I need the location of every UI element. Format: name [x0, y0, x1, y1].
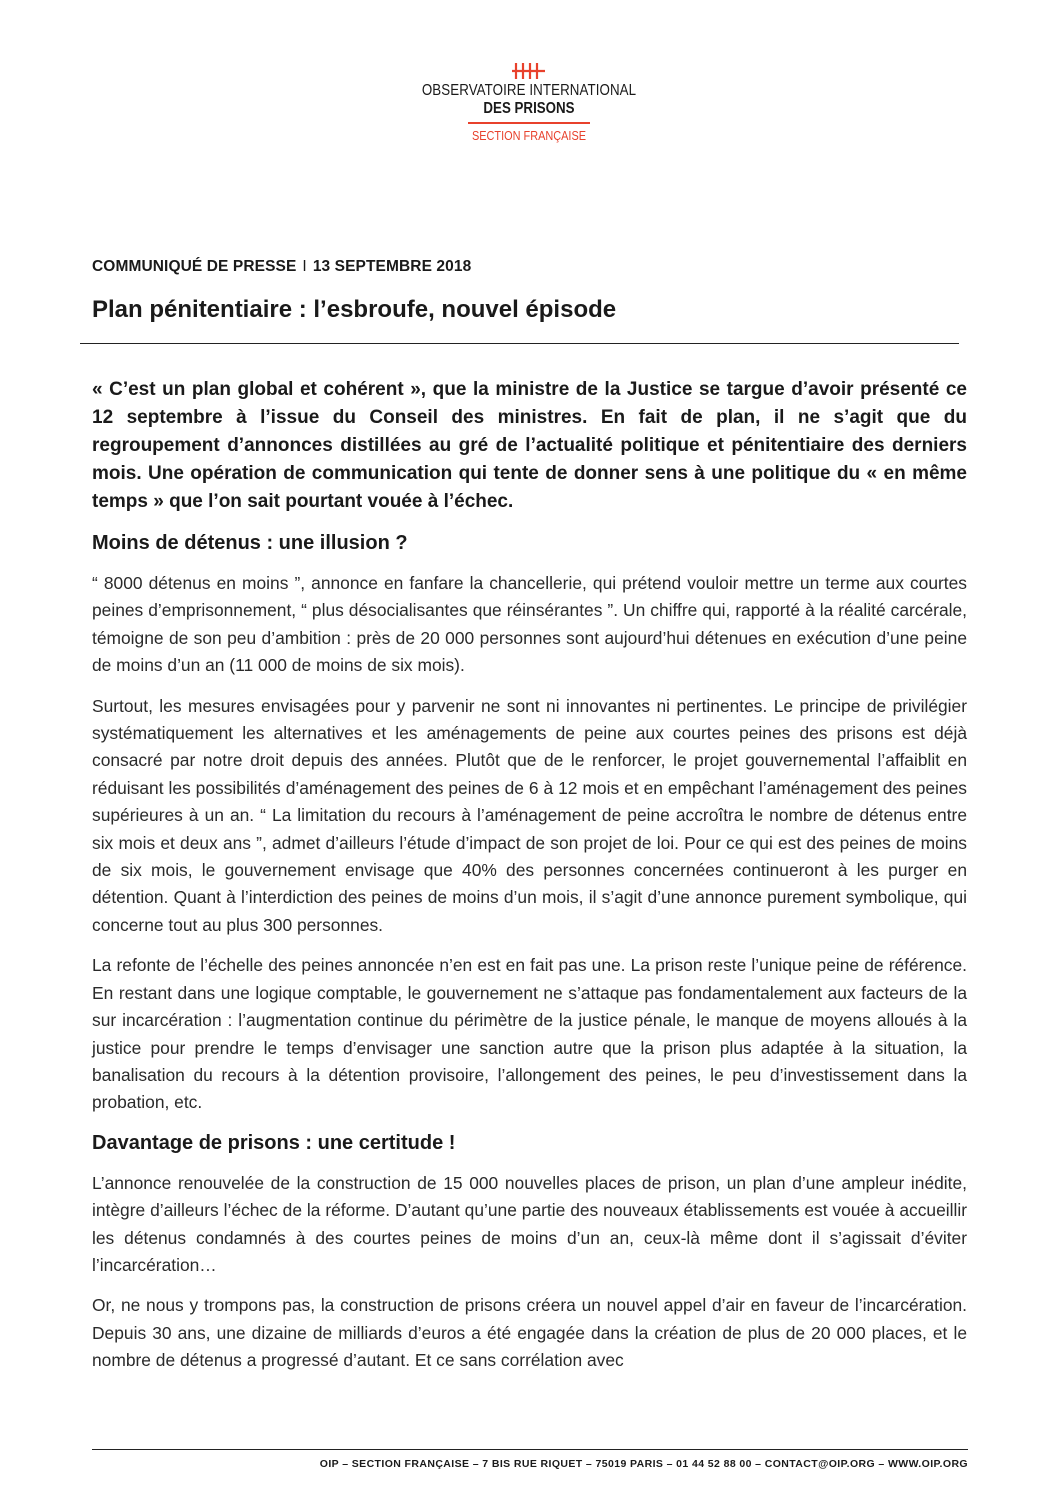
paragraph: Or, ne nous y trompons pas, la construction de prisons créera un nouvel appel d’air en faveur de l’incarcération. Depuis 30 ans, une dizaine de milliards d’euros a été engagée dans la création de plus de 20 000 places, et le nombre de détenus a progressé d’autant. Et ce sans corrélation avec — [92, 1295, 967, 1371]
press-release-kicker — [92, 258, 471, 276]
logo-name-line1: OBSERVATOIRE INTERNATIONAL — [421, 82, 637, 99]
section-heading-2: Davantage de prisons : une certitude ! — [92, 1131, 456, 1154]
paragraph: L’annonce renouvelée de la construction de 15 000 nouvelles places de prison, un plan d’une ampleur inédite, intègre d’ailleurs l’échec de la réforme. D’autant qu’une partie des nouveaux établissements est vouée à accueillir les détenus condamnés à des courtes peines de moins d’un an, ceux-là même dont il s’agissait d’éviter l’incarcération… — [92, 1172, 967, 1275]
oip-logo — [0, 62, 1058, 144]
paragraph: Surtout, les mesures envisagées pour y parvenir ne sont ni innovantes ni pertinentes. Le principe de privilégier systématiquement les alternatives et les aménagements de peine aux courtes peines des prisons est déjà consacré par notre droit depuis des années. Plutôt que de le renforcer, le projet gouvernemental l’affaiblit en réduisant les possibilités d’aménagement des peines de 6 à 12 mois et en empêchant l’aménagement des peines supérieures à un an. “ La limitation du recours à l’aménagement de peine accroîtra le nombre de détenus entre six mois et deux ans ”, admet d’ailleurs l’étude d’impact de son projet de loi. Pour ce qui est des peines de moins de six mois, le gouvernement envisage que 40% des personnes concernées continueront à les purger en détention. Quant à l’interdiction des peines de moins d’un mois, il s’agit d’une annonce purement symbolique, qui concerne tout au plus 300 personnes. — [92, 695, 967, 935]
section-heading-1: Moins de détenus : une illusion ? — [92, 532, 408, 554]
lead-paragraph: « C’est un plan global et cohérent », que la ministre de la Justice se targue d’avoir présenté ce 12 septembre à l’issue du Conseil des ministres. En fait de plan, il ne s’agit que du regroupement d’annonces distillées au gré de l’actualité politique et pénitentiaire des derniers mois. Une opération de communication qui tente de donner sens à une politique du « en même temps » que l’on sait pourtant vouée à l’échec. — [92, 379, 967, 512]
footer-divider — [92, 1449, 968, 1450]
paragraph: La refonte de l’échelle des peines annoncée n’en est en fait pas une. La prison reste l’unique peine de référence. En restant dans une logique comptable, le gouvernement ne s’attaque pas fondamentalement aux facteurs de la sur incarcération : l’augmentation continue du périmètre de la justice pénale, le manque de moyens alloués à la justice pour prendre le temps d’envisager une sanction autre que la prison plus adaptée à la situation, la banalisation du recours à la détention provisoire, l’allongement des peines, le peu d’investissement dans la probation, etc. — [92, 955, 967, 1113]
article-body — [92, 376, 967, 1388]
logo-divider — [468, 122, 590, 124]
kicker-label: COMMUNIQUÉ DE PRESSE — [92, 258, 297, 275]
paragraph: “ 8000 détenus en moins ”, annonce en fanfare la chancellerie, qui prétend vouloir mettre un terme aux courtes peines d’emprisonnement, “ plus désocialisantes que réinsérantes ”. Un chiffre qui, rapporté à la réalité carcérale, témoigne de son peu d’ambition : près de 20 000 personnes sont aujourd’hui détenues en exécution d’une peine de moins d’un an (11 000 de moins de six mois). — [92, 573, 967, 676]
oip-bars-mark-icon — [512, 62, 546, 80]
page-title: Plan pénitentiaire : l’esbroufe, nouvel épisode — [92, 296, 617, 323]
kicker-separator: I — [302, 258, 307, 275]
logo-name-line2: DES PRISONS — [483, 100, 575, 117]
title-divider — [80, 343, 959, 344]
kicker-date: 13 SEPTEMBRE 2018 — [312, 258, 472, 275]
footer-contact: OIP – SECTION FRANÇAISE – 7 BIS RUE RIQUET – 75019 PARIS – 01 44 52 88 00 – CONTACT@OIP.ORG – WWW.OIP.ORG — [319, 1458, 968, 1470]
logo-section-label: SECTION FRANÇAISE — [471, 128, 587, 143]
